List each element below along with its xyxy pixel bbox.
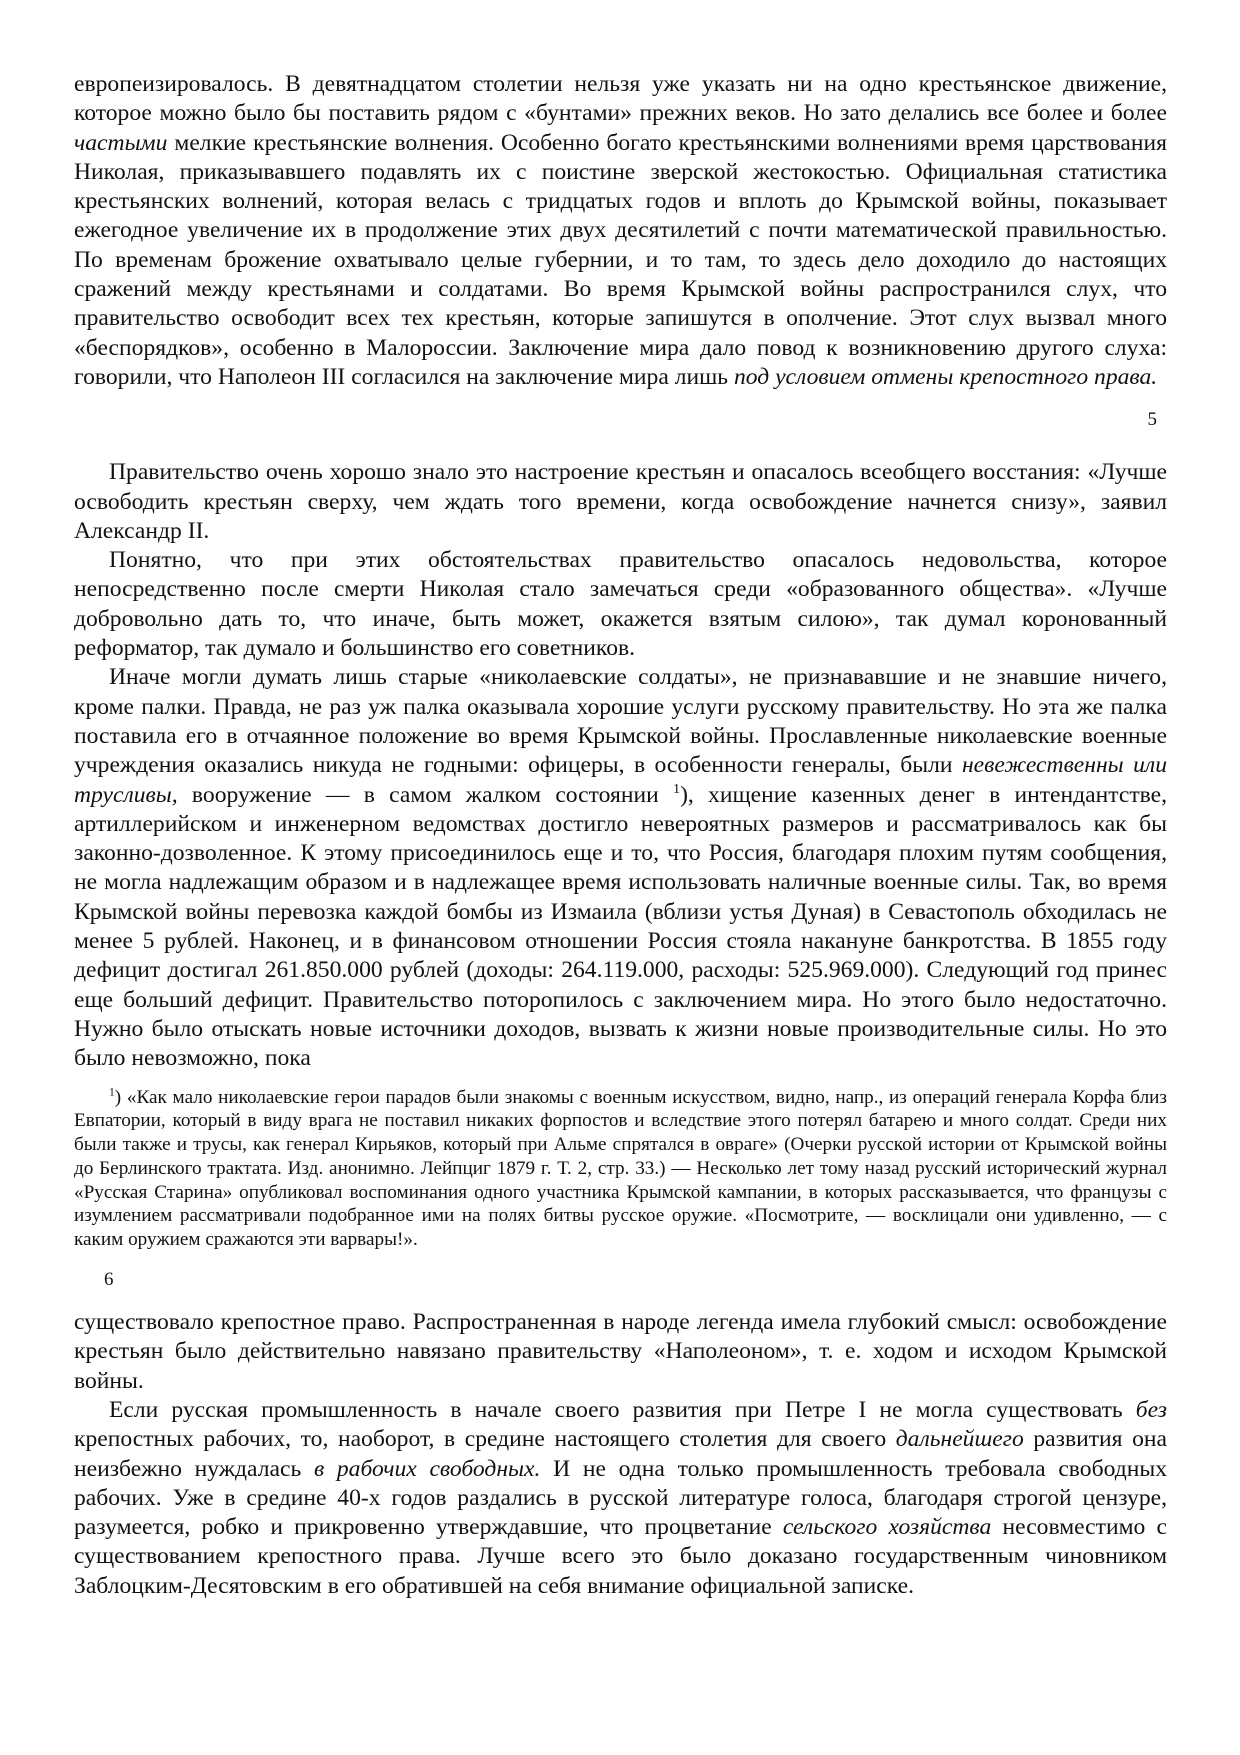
footnote-marker: 1 <box>109 1086 115 1099</box>
footnote-reference[interactable]: 1 <box>672 780 681 797</box>
paragraph-nicholas-soldiers: Иначе могли думать лишь старые «николаевские солдаты», не признававшие и не знавшие ничего, кроме палки. Правда, не раз уж палка оказывала хорошие услуги русскому правительству. Но эта же палка поставила его в отчаянное положение во время Крымской войны. Прославленные николаевские военные учреждения оказались никуда не годными: офицеры, в особенности генералы, были невежественны или трусливы, вооружение — в самом жалком состоянии $^1$), хищение казенных денег в интендантстве, артиллерийском и инженерном ведомствах достигло невероятных размеров и рассматривалось как бы законно-дозволенное. К этому присоединилось еще и то, что Россия, благодаря плохим путям сообщения, не могла надлежащим образом и в надлежащее время использовать наличные военные силы. Так, во время Крымской войны перевозка каждой бомбы из Измаила (вблизи устья Дуная) в Севастополь обходилась не менее 5 рублей. Наконец, и в финансовом отношении Россия стояла накануне банкротства. В 1855 году дефицит достигал 261.850.000 рублей (доходы: 264.119.000, расходы: 525.969.000). Следующий год принес еще больший дефицит. Правительство поторопилось с заключением мира. Но этого было недостаточно. Нужно было отыскать новые источники доходов, вызвать к жизни новые производительные силы. Но это было невозможно, пока <box>74 664 1167 1072</box>
paragraph-peasant-unrest: европеизировалось. В девятнадцатом столетии нельзя уже указать ни на одно крестьянское движение, которое можно было бы поставить рядом с «бунтами» прежних веков. Но зато делались все более и более частыми мелкие крестьянские волнения. Особенно богато крестьянскими волнениями время царствования Николая, приказывавшего подавлять их с поистине зверской жестокостью. Официальная статистика крестьянских волнений, которая велась с тридцатых годов и вплоть до Крымской войны, показывает ежегодное увеличение их в продолжение этих двух десятилетий с почти математической правильностью. По временам брожение охватывало целые губернии, и то там, то здесь дело доходило до настоящих сражений между крестьянами и солдатами. Во время Крымской войны распространился слух, что правительство освободит всех тех крестьян, которые запишутся в ополчение. Этот слух вызвал много «беспорядков», особенно в Малороссии. Заключение мира дало повод к возникновению другого слуха: говорили, что Наполеон III согласился на заключение мира лишь под условием отмены крепостного права. <box>74 71 1167 390</box>
paragraph-government: Правительство очень хорошо знало это настроение крестьян и опасалось всеобщего восстания: «Лучше освободить крестьян сверху, чем ждать того времени, когда освобождение начнется снизу», заявил Александр II. <box>74 459 1167 544</box>
paragraph-understood: Понятно, что при этих обстоятельствах правительство опасалось недовольства, которое непосредственно после смерти Николая стало замечаться среди «образованного общества». «Лучше добровольно дать то, что иначе, быть может, окажется взятым силою», так думал коронованный реформатор, так думало и большинство его советников. <box>74 547 1167 662</box>
paragraph-industry: Если русская промышленность в начале своего развития при Петре I не могла существовать без крепостных рабочих, то, наоборот, в средине настоящего столетия для своего дальнейшего развития она неизбежно нуждалась в рабочих свободных. И не одна только промышленность требовала свободных рабочих. Уже в средине 40-х годов раздались в русской литературе голоса, благодаря строгой цензуре, разумеется, робко и прикровенно утверждавшие, что процветание сельского хозяйства несовместимо с существованием крепостного права. Лучше всего это было доказано государственным чиновником Заблоцким-Десятовским в его обратившей на себя внимание официальной записке. <box>74 1396 1168 1599</box>
page-number: 5 <box>1147 409 1157 431</box>
page-number: 6 <box>104 1269 114 1291</box>
document-page <box>74 70 1167 1601</box>
footnote: $^1$) «Как мало николаевские герои парадов были знакомы с военным искусством, видно, напр., из операций генерала Корфа близ Евпатории, который в виду врага не поставил никаких форпостов и вследствие этого потерял батарею и много солдат. Среди них были также и трусы, как генерал Кирьяков, который при Альме спрятался в овраге» (Очерки русской истории от Крымской войны до Берлинского трактата. Изд. анонимно. Лейпциг 1879 г. Т. 2, стр. 33.) — Несколько лет тому назад русский исторический журнал «Русская Старина» опубликовал воспоминания одного участника Крымской кампании, в которых рассказывается, что французы с изумлением рассматривали подобранное ими на полях битвы русское оружие. «Посмотрите, — восклицали они удивленно, — с каким оружием сражаются эти варвары!». <box>74 1086 1167 1251</box>
paragraph-serfdom: существовало крепостное право. Распространенная в народе легенда имела глубокий смысл: освобождение крестьян было действительно навязано правительству «Наполеоном», т. е. ходом и исходом Крымской войны. <box>74 1309 1167 1394</box>
